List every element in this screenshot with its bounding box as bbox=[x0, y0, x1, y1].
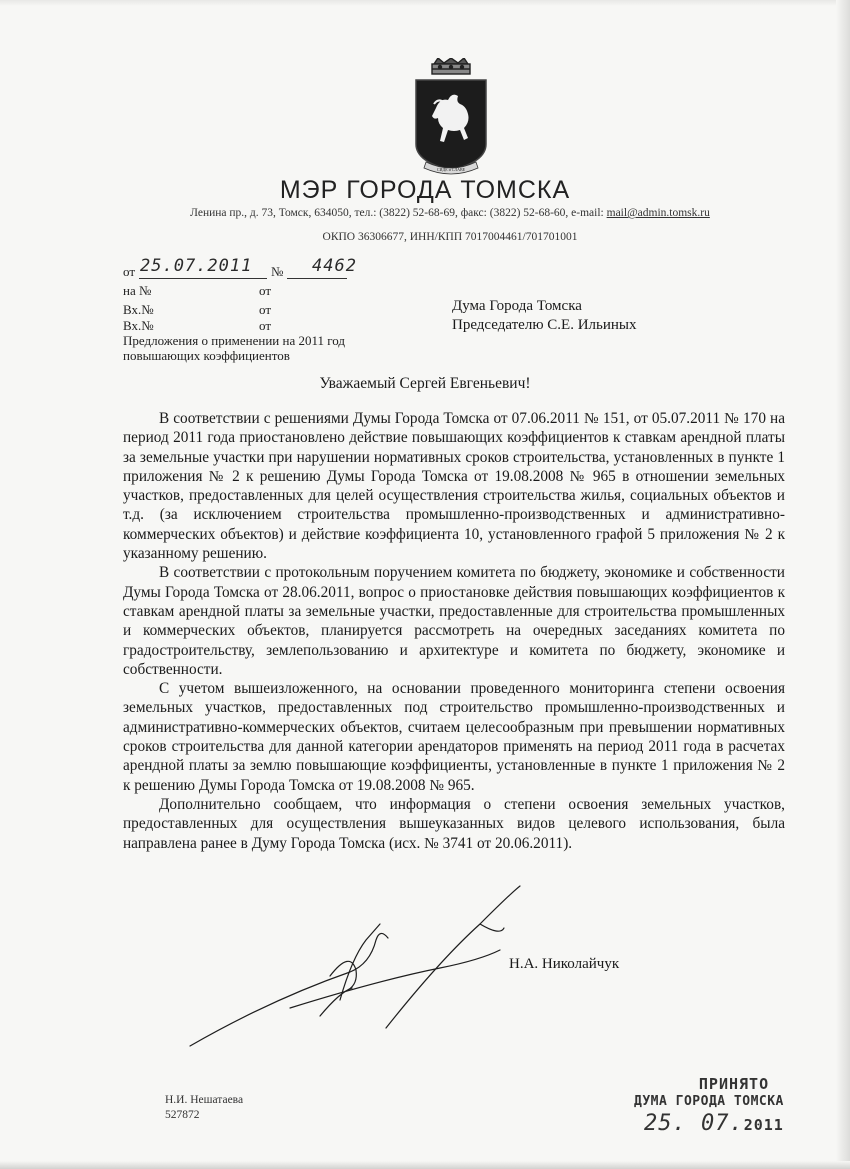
body-paragraph: Дополнительно сообщаем, что информация о степени освоения земельных участков, предоставленных для осуществления вышеуказанных видов целевого использования, была направлена ранее в Думу Города Томска (исх. № 3741 от 20.06.2011). bbox=[123, 795, 785, 852]
stamp-date-handwritten: 25. 07. bbox=[644, 1111, 744, 1136]
reg-row-ot: от bbox=[259, 302, 272, 317]
letter-body bbox=[123, 409, 785, 853]
reg-row-label: на № bbox=[123, 283, 152, 298]
scan-edge bbox=[0, 0, 850, 6]
body-paragraph: В соответствии с протокольным поручением комитета по бюджету, экономике и собственности Думы Города Томска от 28.06.2011, вопрос о приостановке действия повышающих коэффициентов к ставкам арендной платы за земельные участки, предоставленные для строительства промышленных и коммерческих объектов, планируется рассмотреть на очередных заседаниях комитета по градостроительству, землепользованию и архитектуре и комитета по бюджету, экономике и собственности. bbox=[123, 564, 785, 678]
stamp-year: 2011 bbox=[743, 1116, 784, 1134]
org-title: МЭР ГОРОДА ТОМСКА bbox=[279, 176, 571, 204]
reg-row-ot: от bbox=[259, 318, 272, 333]
scan-edge bbox=[0, 1161, 850, 1169]
email-link[interactable]: mail@admin.tomsk.ru bbox=[606, 207, 710, 219]
stamp-accepted: ПРИНЯТО bbox=[698, 1075, 770, 1093]
reg-date-underline bbox=[139, 278, 267, 279]
okpo-line: ОКПО 36306677, ИНН/КПП 7017004461/701701001 bbox=[322, 231, 578, 243]
reg-number-label: № bbox=[271, 264, 284, 279]
addressee-block bbox=[452, 297, 637, 335]
stamp-date bbox=[634, 1111, 794, 1136]
tomsk-coat-of-arms-icon bbox=[410, 58, 492, 178]
addressee-person: Председателю С.Е. Ильиных bbox=[452, 317, 637, 333]
reg-row-label: Вх.№ bbox=[123, 318, 154, 333]
addressee-org: Дума Города Томска bbox=[452, 298, 582, 314]
body-paragraph: В соответствии с решениями Думы Города Томска от 07.06.2011 № 151, от 05.07.2011 № 170 на период 2011 года приостановлено действие повышающих коэффициентов к ставкам арендной платы за земельные участки при нарушении нормативных сроков строительства, установленных в пункте 1 приложения № 2 к решению Думы Города Томска от 19.08.2008 № 965 в отношении земельных участков, предоставленных для целей осуществления строительства жилья, социальных объектов и т.д. (за исключением строительства промышленно-производственных и административно-коммерческих объектов) и действие коэффициента 10, установленного графой 5 приложения № 2 к указанному решению. bbox=[123, 410, 785, 563]
executor-block bbox=[165, 1093, 243, 1123]
contact-address: Ленина пр., д. 73, Томск, 634050, тел.: (3822) 52-68-69, факс: (3822) 52-68-60, e-mail: bbox=[190, 207, 607, 219]
signer-name: Н.А. Николайчук bbox=[509, 956, 620, 972]
reg-number-handwritten: 4462 bbox=[312, 256, 357, 276]
reg-date-handwritten: 25.07.2011 bbox=[140, 256, 253, 276]
contact-line bbox=[0, 207, 850, 219]
letter-subject: Предложения о применении на 2011 год повышающих коэффициентов bbox=[123, 333, 345, 363]
reg-number-underline bbox=[287, 278, 347, 279]
received-stamp bbox=[634, 1075, 794, 1136]
reg-row-ot: от bbox=[259, 283, 272, 298]
reg-date-label: от bbox=[123, 264, 136, 279]
salutation: Уважаемый Сергей Евгеньевич! bbox=[319, 375, 531, 392]
stamp-organization: ДУМА ГОРОДА ТОМСКА bbox=[634, 1094, 784, 1109]
crest-motto: СИДЕ и СЛАВЕ bbox=[436, 167, 466, 172]
executor-phone: 527872 bbox=[165, 1109, 200, 1121]
reg-row-label: Вх.№ bbox=[123, 302, 154, 317]
executor-name: Н.И. Нешатаева bbox=[165, 1094, 244, 1106]
body-paragraph: С учетом вышеизложенного, на основании проведенного мониторинга степени освоения земельных участков, предоставленных под строительство промышленно-производственных и административно-коммерческих объектов, считаем целесообразным при превышении нормативных сроков строительства для данной категории арендаторов применять на период 2011 года в расчетах арендной платы за землю повышающие коэффициенты, установленные в пункте 1 приложения № 2 к решению Думы Города Томска от 19.08.2008 № 965. bbox=[123, 680, 785, 794]
